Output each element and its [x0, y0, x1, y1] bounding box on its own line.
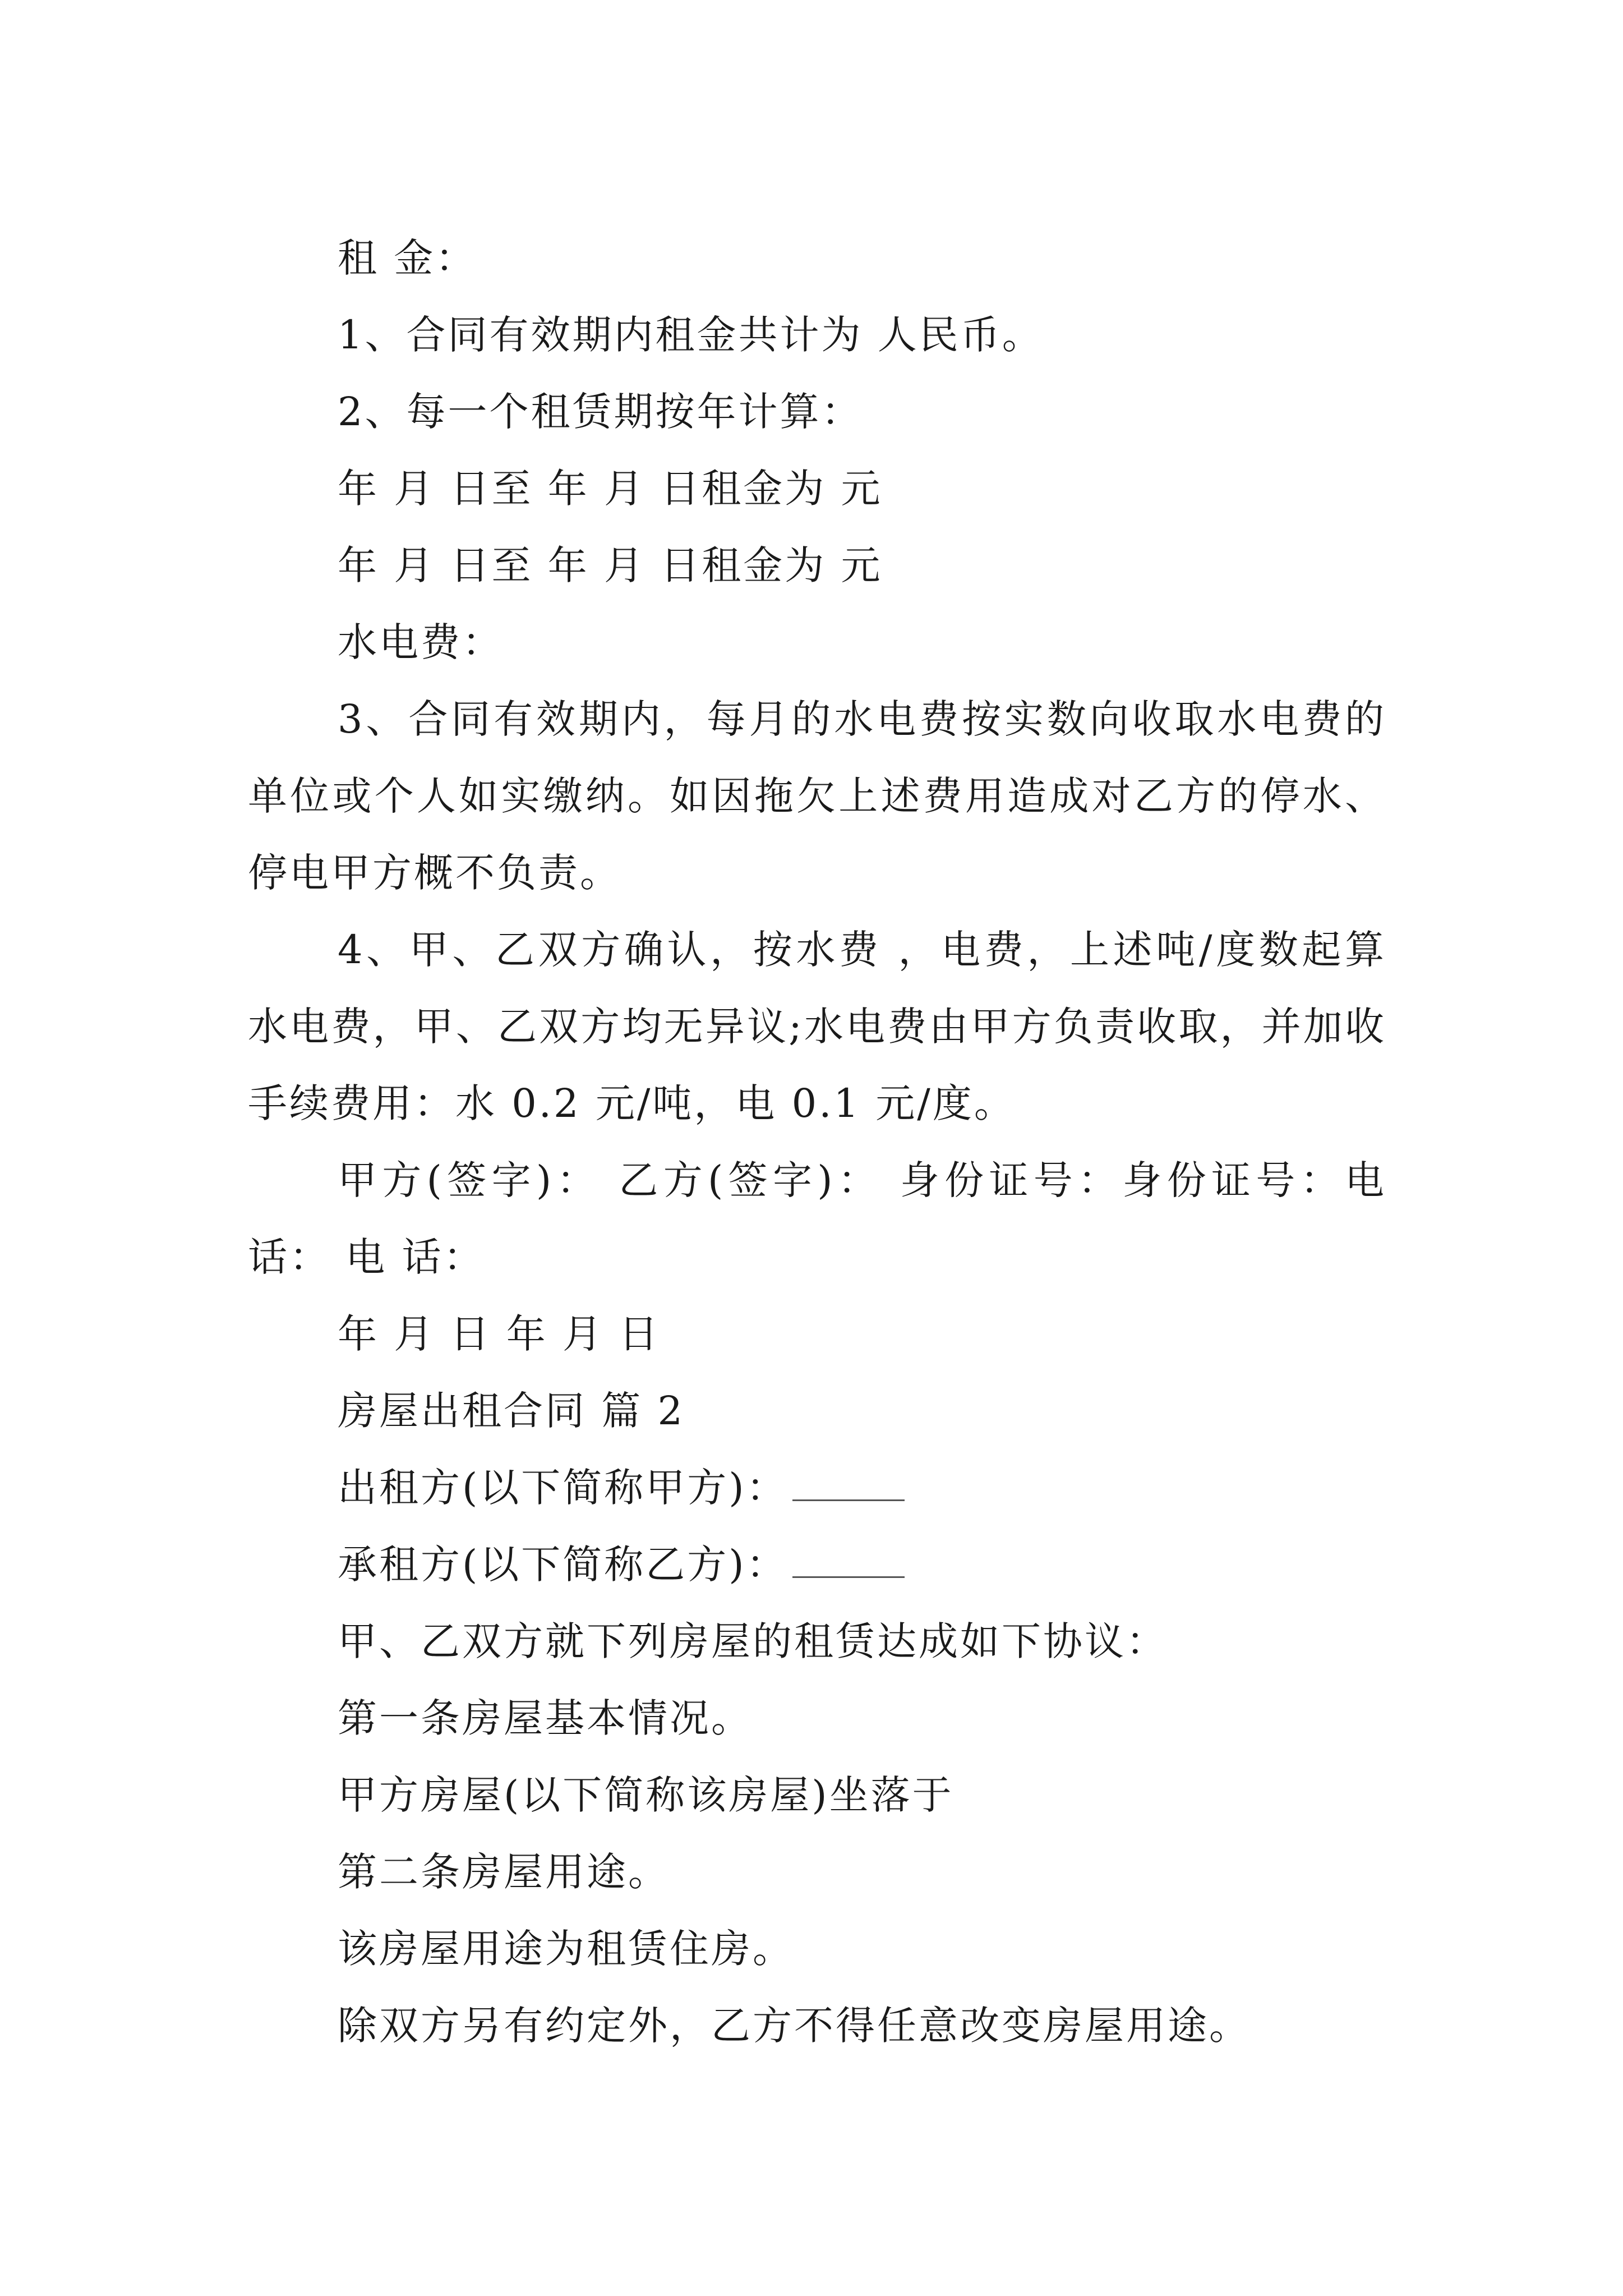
utilities-heading: 水电费：	[338, 619, 504, 665]
lessor-label: 出租方(以下简称甲方)：	[338, 1465, 788, 1511]
article-2-title: 第二条房屋用途。	[338, 1849, 670, 1895]
agreement-intro: 甲、乙双方就下列房屋的租赁达成如下协议：	[338, 1618, 1168, 1664]
lessee-line	[248, 1526, 1386, 1603]
contract-2-title: 房屋出租合同 篇 2	[338, 1388, 685, 1434]
rent-period-2: 年 月 日至 年 月 日租金为 元	[338, 542, 883, 588]
utilities-paragraph-4: 4、甲、乙双方确认，按水费 ，电费，上述吨/度数起算水电费，甲、乙双方均无异议;水电费由甲方负责收取，并加收手续费用：水 0.2 元/吨，电 0.1 元/度。	[248, 927, 1386, 1126]
article-2-restriction: 除双方另有约定外，乙方不得任意改变房屋用途。	[338, 2003, 1251, 2049]
signature-date-line: 年 月 日 年 月 日	[338, 1311, 661, 1357]
article-2-text: 该房屋用途为租赁住房。	[338, 1926, 794, 1972]
article-1-title: 第一条房屋基本情况。	[338, 1695, 753, 1741]
lessor-line	[248, 1450, 1386, 1526]
lessor-blank	[792, 1466, 905, 1501]
rent-period-1: 年 月 日至 年 月 日租金为 元	[338, 466, 883, 512]
lessee-label: 承租方(以下简称乙方)：	[338, 1542, 788, 1588]
lessee-blank	[792, 1543, 905, 1578]
signature-paragraph: 甲方(签字)： 乙方(签字)： 身份证号：身份证号：电话： 电 话：	[248, 1157, 1386, 1280]
document-body	[248, 220, 1386, 2064]
article-1-text: 甲方房屋(以下简称该房屋)坐落于	[338, 1772, 954, 1818]
rent-item-2: 2、每一个租赁期按年计算：	[338, 389, 863, 435]
utilities-paragraph-3: 3、合同有效期内，每月的水电费按实数向收取水电费的单位或个人如实缴纳。如因拖欠上述费用造成对乙方的停水、停电甲方概不负责。	[248, 696, 1386, 896]
rent-heading: 租 金：	[338, 235, 477, 281]
rent-item-1: 1、合同有效期内租金共计为 人民币。	[338, 312, 1044, 358]
